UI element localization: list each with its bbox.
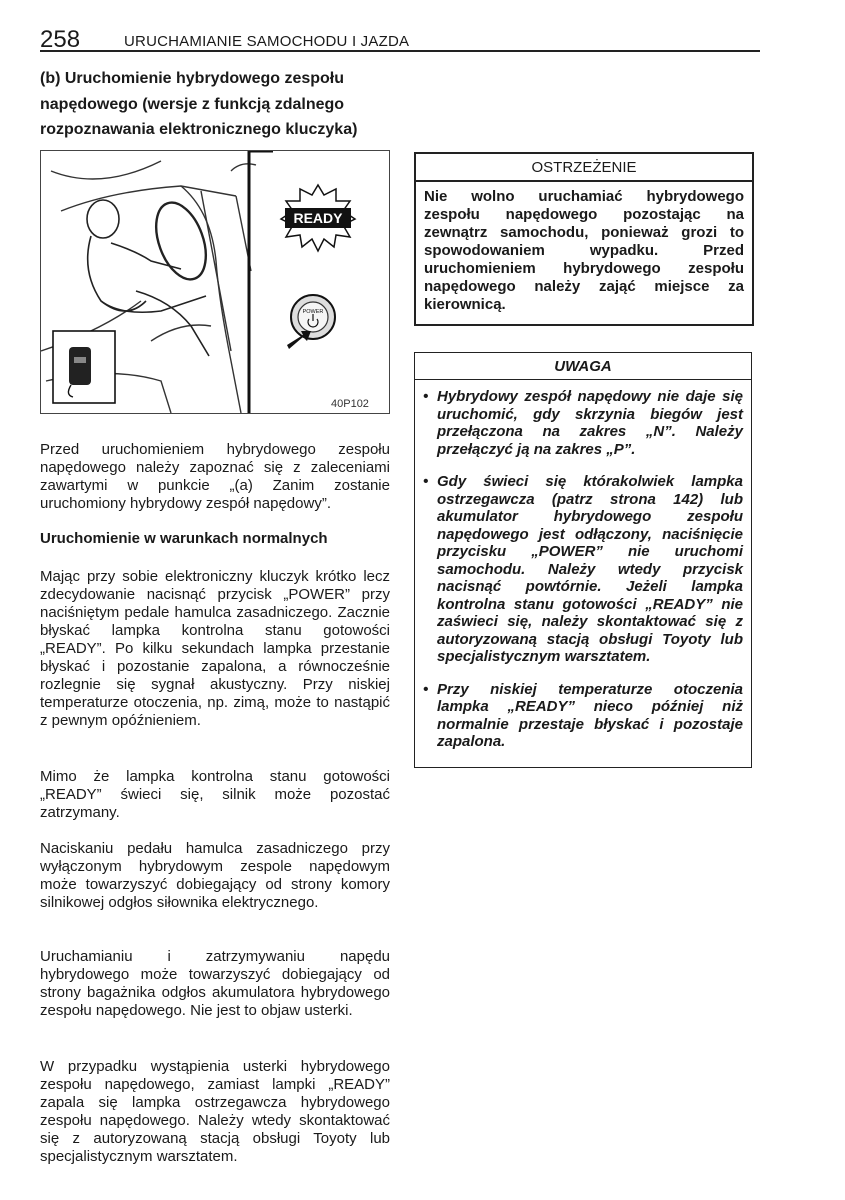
notice-list <box>415 380 751 767</box>
page-number: 258 <box>40 26 81 53</box>
bullet-icon: • <box>423 680 429 698</box>
paragraph-malfunction: W przypadku wystąpienia usterki hybrydowego zespołu napędowego, zamiast lampki „READY” zapala się lampka ostrzegawcza hybrydowego zespołu napędowego. Należy wtedy skontaktować się z autoryzowaną stacją obsługi Toyoty lub specjalistycznym warsztatem. <box>40 1058 390 1165</box>
svg-text:POWER: POWER <box>302 309 324 315</box>
paragraph-actuator-sound: Naciskaniu pedału hamulca zasadniczego przy wyłączonym hybrydowym zespole napędowym może towarzyszyć dobiegający od strony komory silnikowej odgłos siłownika elektrycznego. <box>40 840 390 911</box>
intro-paragraph: Przed uruchomieniem hybrydowego zespołu napędowego należy zapoznać się z zaleceniami zawartymi w punkcie „(a) Zanim zostanie uruchomiony hybrydowy zespół napędowy”. <box>40 441 390 512</box>
notice-item-text: Hybrydowy zespół napędowy nie daje się uruchomić, gdy skrzynia biegów jest przełączona na zakres „N”. Należy przełączyć ją na zakres „P”. <box>437 388 743 458</box>
list-item <box>423 388 743 458</box>
power-button-icon <box>287 295 335 349</box>
list-item <box>423 681 743 751</box>
warning-text: Nie wolno uruchamiać hybrydowego zespołu napędowego pozostając na zewnątrz samochodu, ponieważ grozi to spowodowaniem wypadku. Przed uruchomieniem hybrydowego zespołu napędowego należy zająć miejsce za kierownicą. <box>424 188 744 313</box>
running-head: URUCHAMIANIE SAMOCHODU I JAZDA <box>124 33 410 50</box>
illustration-driver-power-button <box>40 150 390 414</box>
paragraph-battery-sound: Uruchamianiu i zatrzymywaniu napędu hybrydowego może towarzyszyć dobiegający od strony bagażnika odgłos akumulatora hybrydowego zespołu napędowego. Nie jest to objaw usterki. <box>40 948 390 1019</box>
notice-title: UWAGA <box>554 358 612 375</box>
figure-code: 40P102 <box>331 398 369 410</box>
header-rule <box>40 50 760 52</box>
illustration-drawing <box>41 151 389 413</box>
subheading-normal-start: Uruchomienie w warunkach normalnych <box>40 530 328 547</box>
notice-box <box>414 352 752 768</box>
list-item <box>423 473 743 666</box>
smart-key-icon <box>53 331 115 403</box>
section-title: (b) Uruchomienie hybrydowego zespołu napędowego (wersje z funkcją zdalnego rozpoznawania elektronicznego kluczyka) <box>40 70 358 138</box>
warning-box <box>414 152 754 326</box>
paragraph-engine-may-stay-off: Mimo że lampka kontrolna stanu gotowości „READY” świeci się, silnik może pozostać zatrzymany. <box>40 768 390 821</box>
bullet-icon: • <box>423 473 429 490</box>
warning-title: OSTRZEŻENIE <box>531 159 637 176</box>
bullet-icon: • <box>423 388 429 405</box>
notice-item-text: Przy niskiej temperaturze otoczenia lampka „READY” nieco później niż normalnie przestaje błyskać i pozostaje zapalona. <box>437 680 743 750</box>
notice-item-text: Gdy świeci się którakolwiek lampka ostrzegawcza (patrz strona 142) lub akumulator hybrydowego zespołu napędowego jest odłączony, naciśnięcie przycisku „POWER” nie uruchomi samochodu. Należy wtedy przycisk nacisnąć powtórnie. Jeżeli lampka kontrolna stanu gotowości „READY” nie zaświeci się, należy skontaktować się z autoryzowaną stacją obsługi Toyoty lub specjalistycznym warsztatem. <box>437 473 743 665</box>
paragraph-start-procedure: Mając przy sobie elektroniczny kluczyk krótko lecz zdecydowanie nacisnąć przycisk „POWER” przy naciśniętym pedale hamulca zasadniczego. Zacznie błyskać lampka kontrolna stanu gotowości „READY”. Po kilku sekundach lampka przestanie błyskać i pozostanie zapalona, a równocześnie rozlegnie się sygnał akustyczny. Przy niskiej temperaturze otoczenia, np. zimą, może to nastąpić z pewnym opóźnieniem. <box>40 568 390 729</box>
ready-indicator-icon <box>281 185 355 251</box>
svg-text:READY: READY <box>293 210 343 226</box>
